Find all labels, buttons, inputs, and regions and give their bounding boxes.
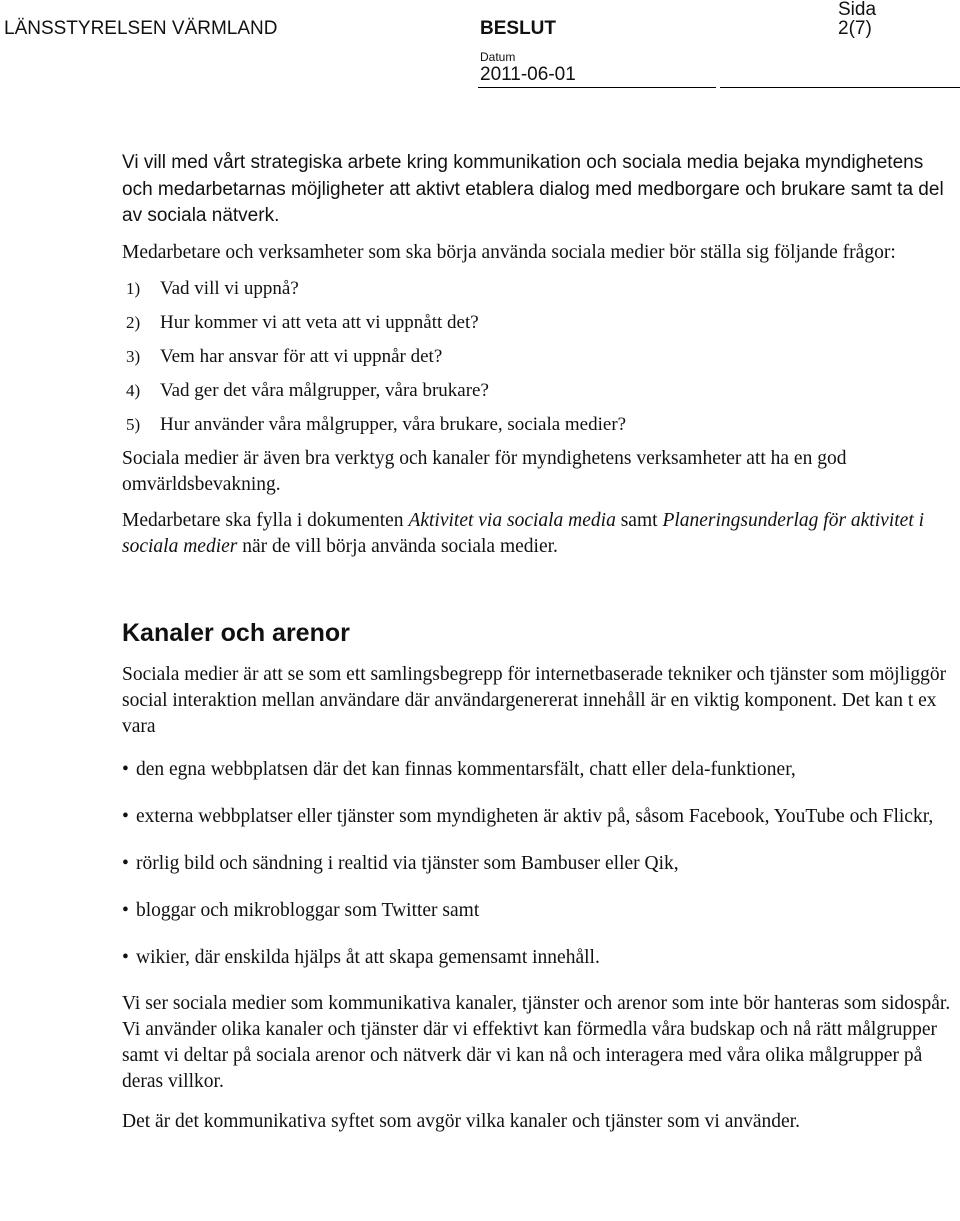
document-title-activity: Aktivitet via sociala media: [408, 509, 616, 531]
documents-text-1: Medarbetare ska fylla i dokumenten: [122, 509, 409, 531]
tools-paragraph: Sociala medier är även bra verktyg och kanaler för myndighetens verksamheter att ha en god omvärldsbevakning.: [122, 447, 847, 495]
question-number: 4): [126, 380, 141, 400]
list-item-text: den egna webbplatsen där det kan finnas kommentarsfält, chatt eller dela-funktioner,: [136, 758, 796, 780]
bullet-icon: •: [122, 758, 129, 780]
question-text: Hur använder våra målgrupper, våra brukare, sociala medier?: [160, 413, 627, 435]
page-number: 2(7): [838, 18, 872, 39]
question-item: [126, 378, 952, 412]
page-label: Sida: [838, 0, 877, 20]
date-label: Datum: [480, 50, 516, 64]
document-type: BESLUT: [480, 18, 556, 39]
question-item: [126, 310, 952, 344]
list-item-text: rörlig bild och sändning i realtid via tjänster som Bambuser eller Qik,: [136, 852, 679, 874]
documents-text-2: samt: [615, 509, 663, 531]
section-intro-paragraph: Sociala medier är att se som ett samlingsbegrepp för internetbaserade tekniker och tjänster som möjliggör social interaktion mellan användare där användargenererat innehåll är en viktig komponent. Det kan t ex vara: [122, 663, 947, 737]
list-item: [122, 756, 952, 783]
closing-paragraph: Det är det kommunikativa syftet som avgör vilka kanaler och tjänster som vi använder.: [122, 1110, 800, 1132]
document-body: [122, 150, 952, 1135]
bullet-icon: •: [122, 852, 129, 874]
questions-list: [122, 276, 952, 446]
question-number: 5): [126, 414, 141, 434]
questions-lead-paragraph: Medarbetare och verksamheter som ska börja använda sociala medier bör ställa sig följande frågor:: [122, 241, 896, 263]
question-text: Vem har ansvar för att vi uppnår det?: [160, 345, 443, 367]
agency-name: LÄNSSTYRELSEN VÄRMLAND: [4, 18, 278, 39]
section-heading: Kanaler och arenor: [122, 618, 350, 647]
channels-paragraph: Vi ser sociala medier som kommunikativa kanaler, tjänster och arenor som inte bör hanteras som sidospår. Vi använder olika kanaler och tjänster där vi effektivt kan förmedla våra budskap och nå rätt målgrupper samt vi deltar på sociala arenor och nätverk där vi kan nå och interagera med våra olika målgrupper på deras villkor.: [122, 992, 951, 1092]
intro-paragraph: Vi vill med vårt strategiska arbete kring kommunikation och sociala media bejaka myndighetens och medarbetarnas möjligheter att aktivt etablera dialog med medborgare och brukare samt ta del av sociala nätverk.: [122, 152, 944, 226]
question-number: 1): [126, 278, 141, 298]
list-item: [122, 897, 952, 924]
question-number: 3): [126, 346, 141, 366]
list-item: [122, 850, 952, 877]
question-item: [126, 276, 952, 310]
question-text: Hur kommer vi att veta att vi uppnått det?: [160, 311, 479, 333]
list-item: [122, 803, 952, 830]
examples-list: [122, 756, 952, 971]
document-date: 2011-06-01: [480, 64, 576, 85]
bullet-icon: •: [122, 946, 129, 968]
bullet-icon: •: [122, 899, 129, 921]
list-item-text: externa webbplatser eller tjänster som myndigheten är aktiv på, såsom Facebook, YouTube och Flickr,: [136, 805, 934, 827]
list-item-text: bloggar och mikrobloggar som Twitter samt: [136, 899, 480, 921]
list-item-text: wikier, där enskilda hjälps åt att skapa gemensamt innehåll.: [136, 946, 600, 968]
header-rule-left: [478, 87, 716, 88]
bullet-icon: •: [122, 805, 129, 827]
document-title-planning: Planeringsunderlag för aktivitet i sociala medier: [122, 509, 925, 557]
question-text: Vad vill vi uppnå?: [160, 277, 299, 299]
documents-text-3: när de vill börja använda sociala medier.: [237, 535, 558, 557]
question-item: [126, 344, 952, 378]
list-item: [122, 944, 952, 971]
question-number: 2): [126, 312, 141, 332]
header-rule-right: [720, 87, 960, 88]
question-item: [126, 412, 952, 446]
documents-paragraph: [122, 508, 952, 560]
question-text: Vad ger det våra målgrupper, våra brukare?: [160, 379, 489, 401]
